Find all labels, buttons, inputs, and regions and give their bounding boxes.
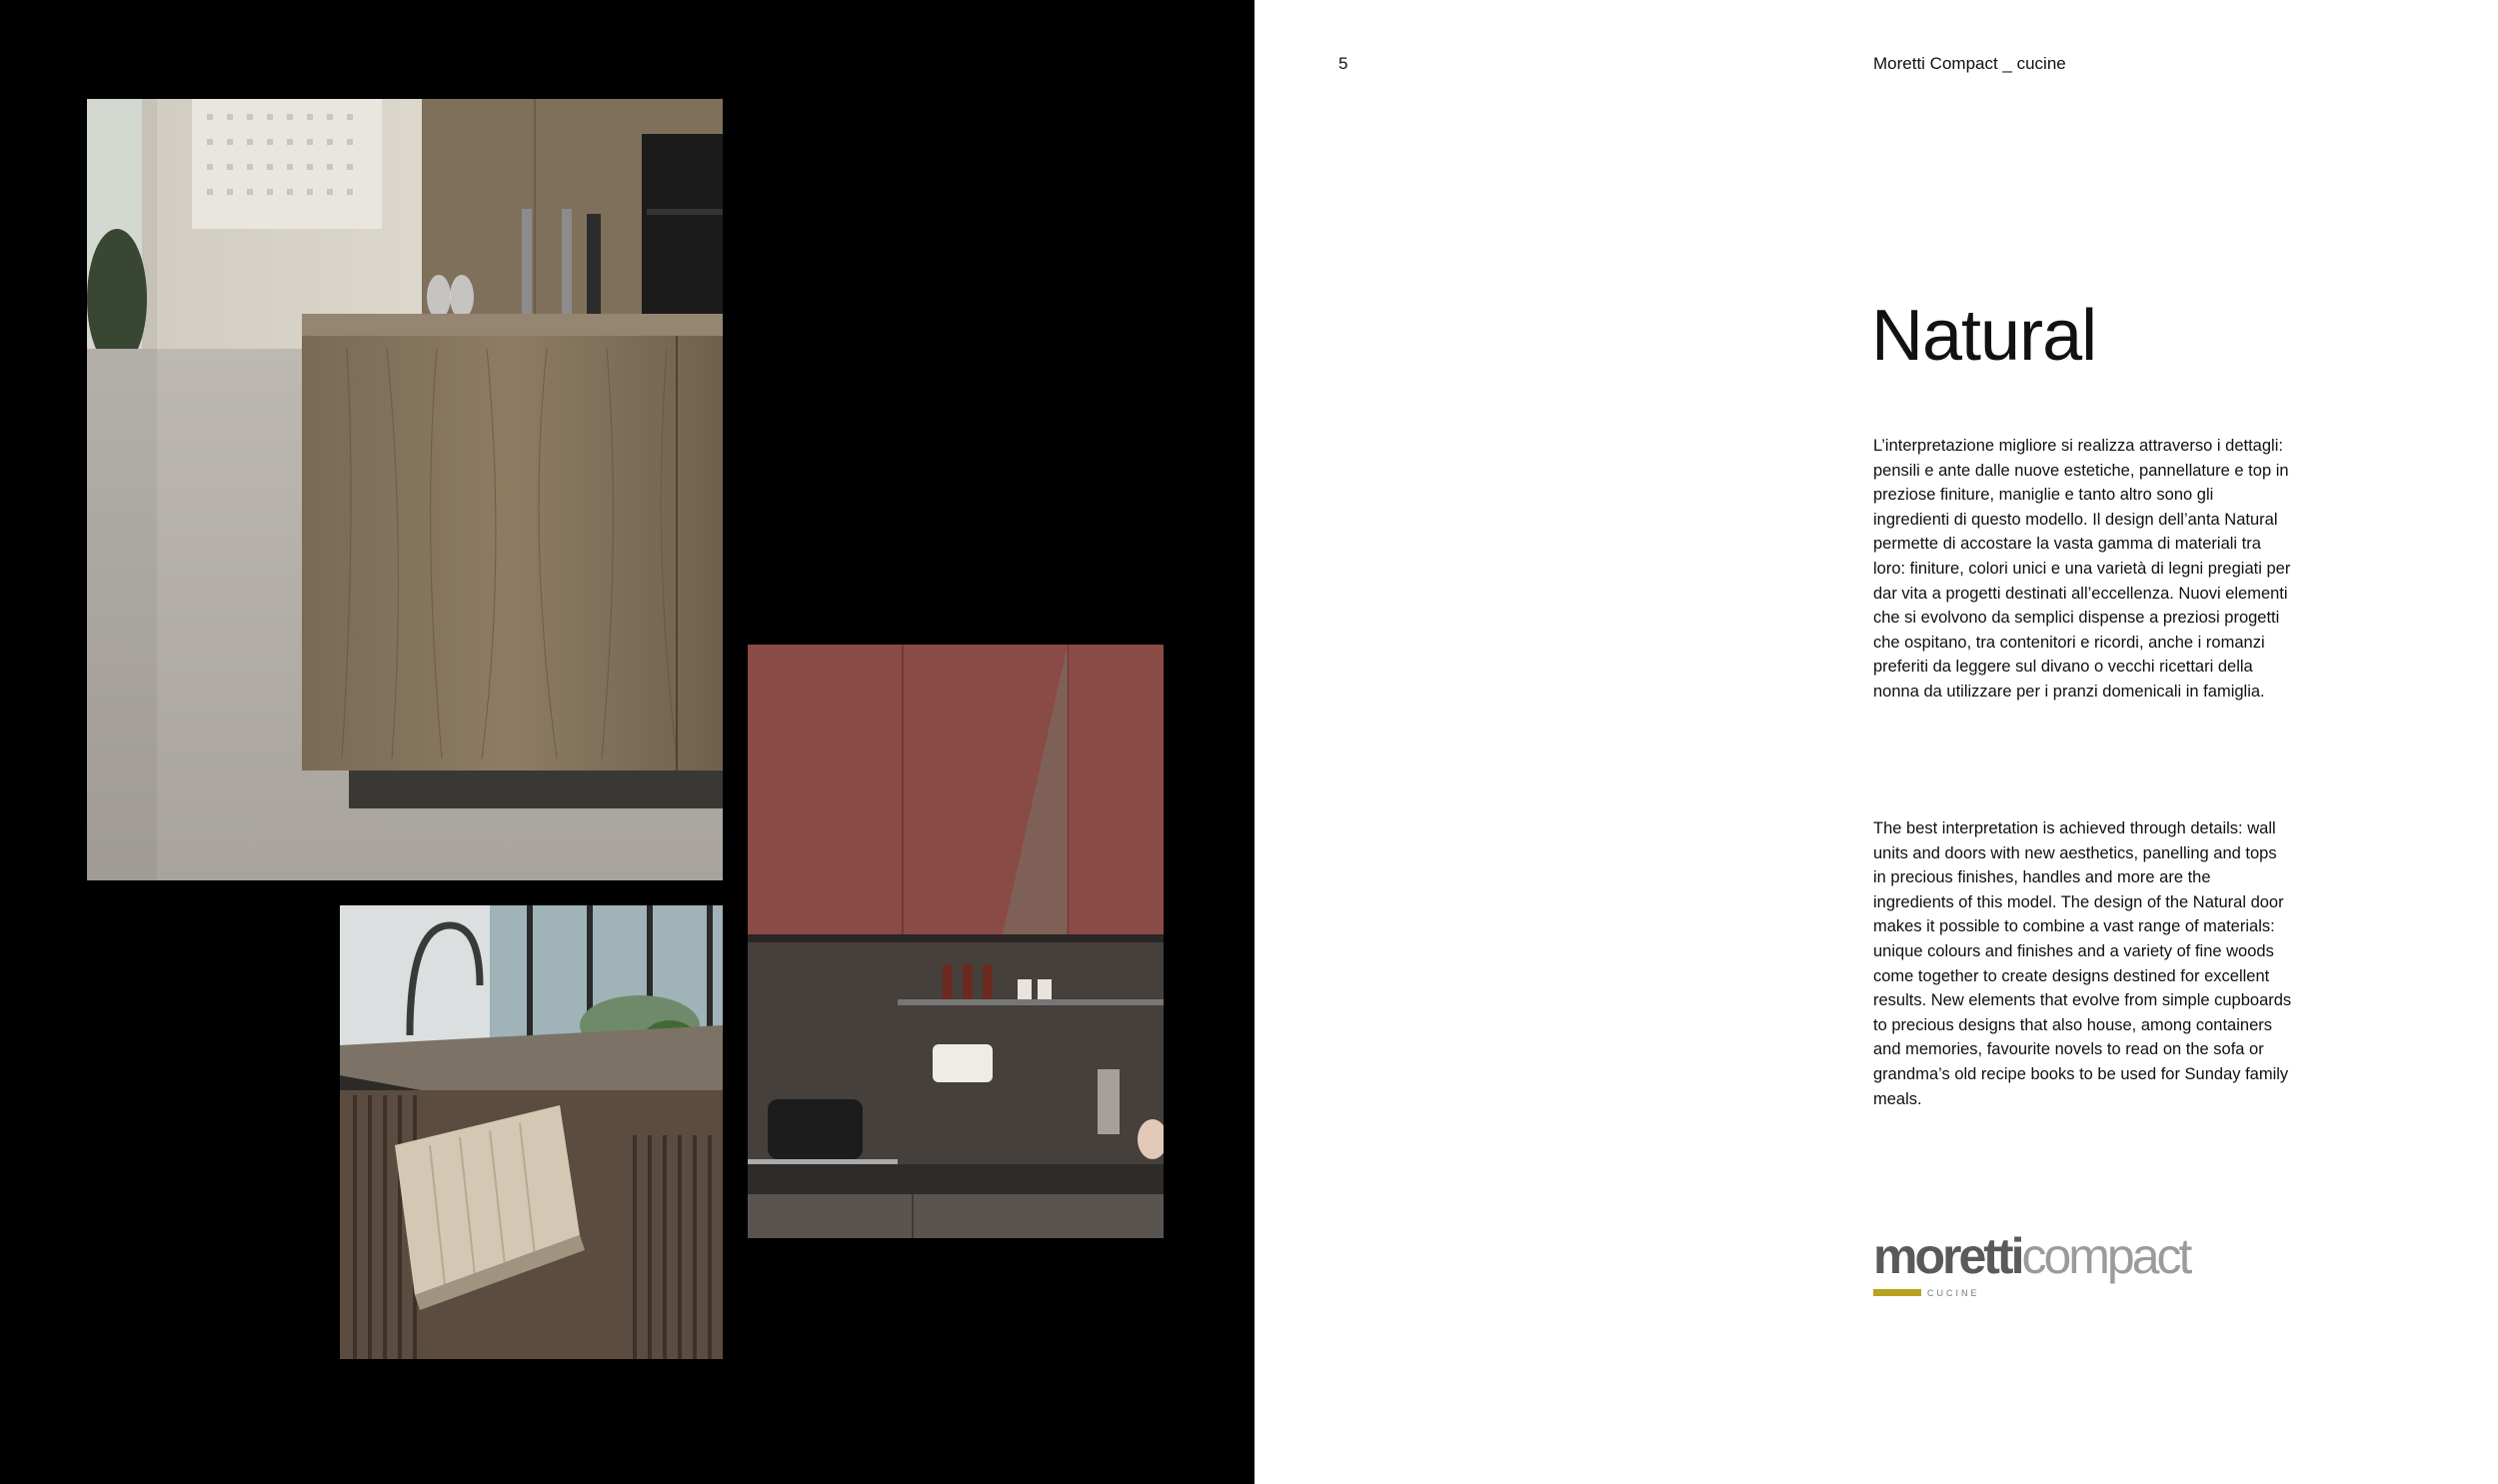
body-text-italian: L’interpretazione migliore si realizza attraverso i dettagli: pensili e ante dalle nuove estetiche, pannellature e top in preziose finiture, maniglie e tanto altro sono gli ingredienti di questo modello. Il design dell’anta Natural permette di accostare la vasta gamma di materiali tra loro: finiture, colori unici e una varietà di legni pregiati per dar vita a progetti destinati all’eccellenza. Nuovi elementi che si evolvono da semplici dispense a preziosi progetti che ospitano, tra contenitori e ricordi, anche i romanzi preferiti da leggere sul divano o vecchi ricettari della nonna da utilizzare per i pranzi domenicali in famiglia. [1873,437,2291,701]
sink-drawer-photo [340,905,723,1359]
brand-wordmark-secondary: compact [2021,1228,2190,1284]
brand-wordmark [1873,1228,2203,1284]
kitchen-island-photo [87,99,723,880]
page-number: 5 [1338,54,1348,73]
brand-accent-bar [1873,1289,1921,1296]
body-text-english: The best interpretation is achieved through details: wall units and doors with new aesthetics, panelling and tops in precious finishes, handles and more are the ingredients of this model. The design of the Natural door makes it possible to combine a vast range of materials: unique colours and finishes and a variety of fine woods come together to create designs destined for excellent results. New elements that evolve from simple cupboards to precious designs that also house, among containers and memories, favourite novels to read on the sofa or grandma’s old recipe books to be used for Sunday family meals. [1873,819,2292,1108]
section-title: Natural [1871,296,2097,376]
brand-tagline: CUCINE [1927,1288,1980,1298]
brand-logo [1873,1228,2203,1301]
brand-wordmark-primary: moretti [1873,1228,2022,1284]
red-wall-units-photo [748,645,1164,1238]
running-header: Moretti Compact _ cucine [1873,54,2066,73]
